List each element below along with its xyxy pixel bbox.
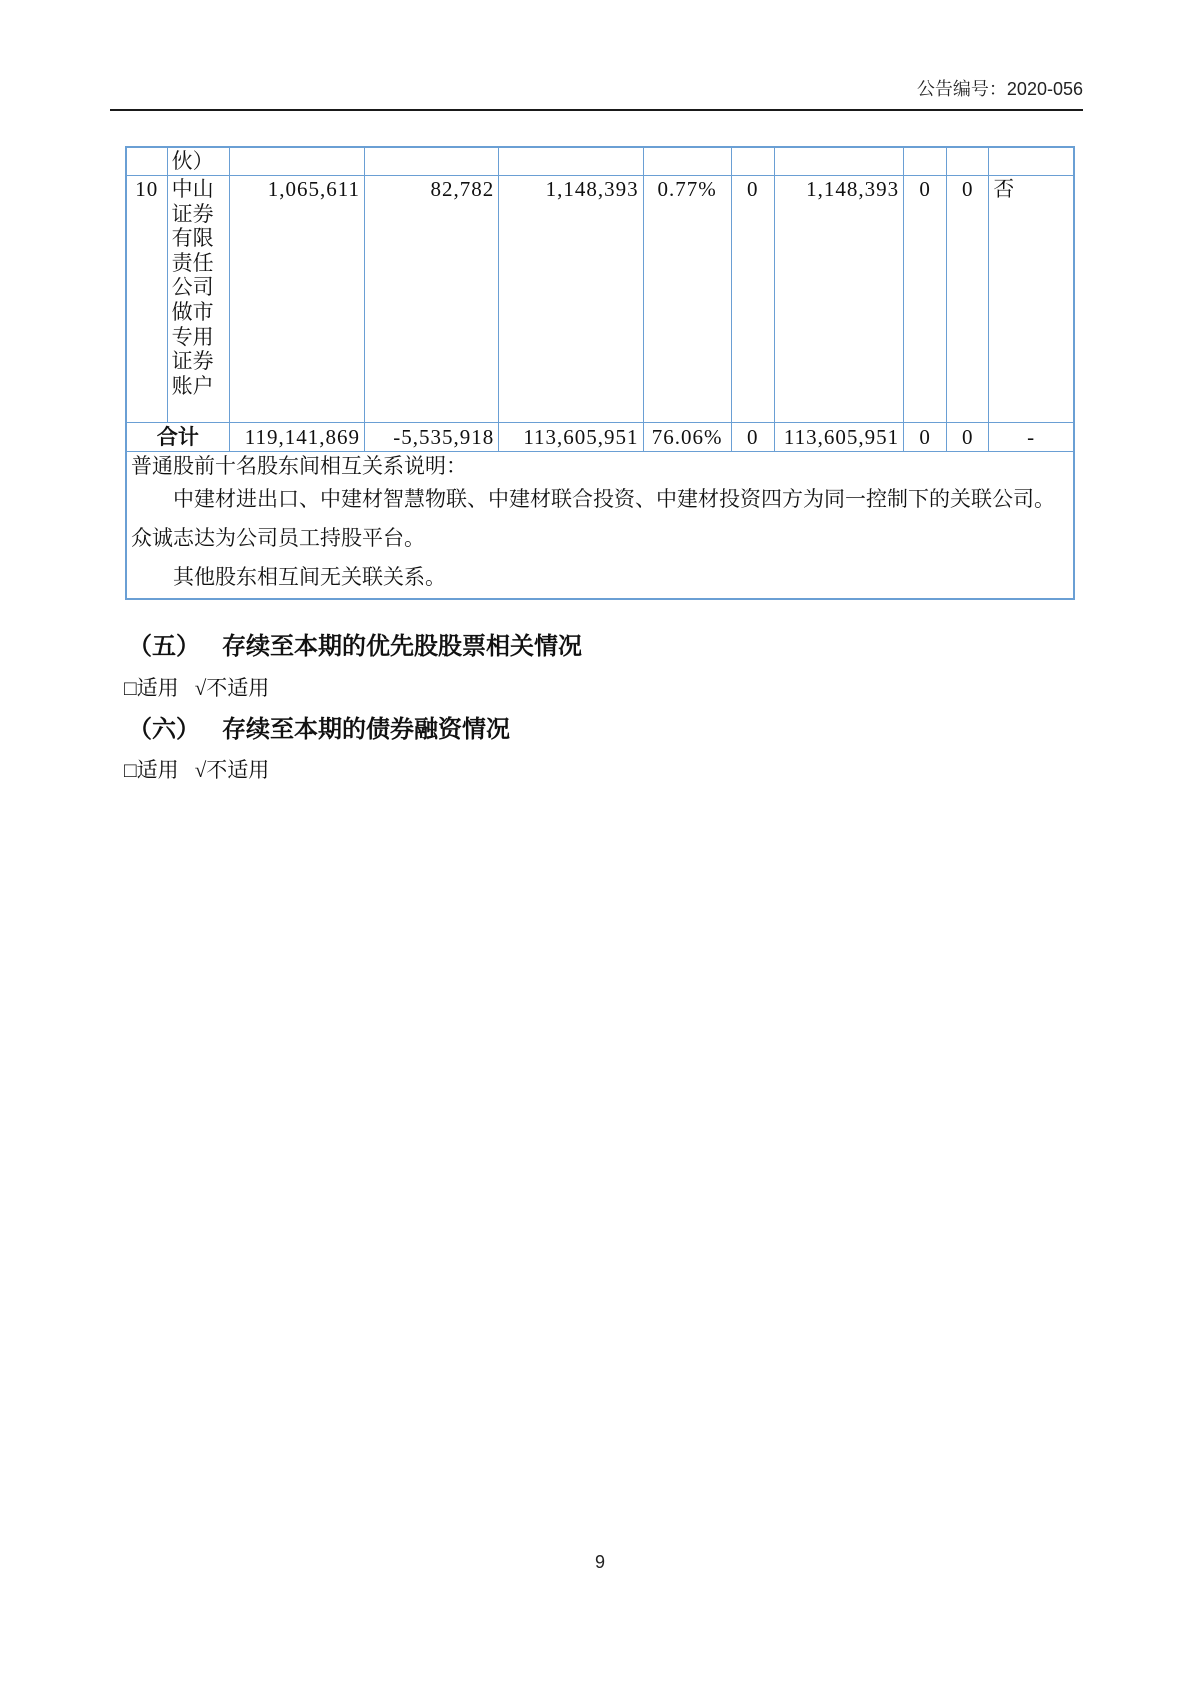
frozen-qty: 0 xyxy=(947,176,989,423)
relationship-note xyxy=(126,452,1074,600)
total-qty-begin: 119,141,869 xyxy=(229,423,364,452)
total-restricted: 0 xyxy=(904,423,947,452)
related-flag: 否 xyxy=(989,176,1074,423)
applicable-checkbox-label: □适用 xyxy=(124,676,179,700)
total-qty-change: -5,535,918 xyxy=(364,423,498,452)
section-5-number: （五） xyxy=(128,634,200,660)
header-divider xyxy=(110,109,1083,111)
page-number: 9 xyxy=(594,1552,605,1572)
not-applicable-checked-label: √不适用 xyxy=(194,758,270,782)
top-shareholders-table xyxy=(125,146,1075,600)
pledged-qty: 0 xyxy=(731,176,774,423)
note-paragraph-2: 其他股东相互间无关联关系。 xyxy=(173,565,446,589)
section-6-number: （六） xyxy=(128,717,200,743)
shareholder-name: 中山证券有限责任公司做市专用证券账户 xyxy=(167,176,229,423)
shareholder-name-fragment: 伙） xyxy=(167,147,229,176)
total-qty-end: 113,605,951 xyxy=(499,423,643,452)
section-5-heading xyxy=(128,626,582,661)
total-frozen: 0 xyxy=(947,423,989,452)
table-row-carryover xyxy=(126,147,1074,176)
table-row-total xyxy=(126,423,1074,452)
row-number: 10 xyxy=(126,176,167,423)
announcement-number: 公告编号：2020-056 xyxy=(916,79,1083,99)
section-6-heading xyxy=(128,709,510,744)
unrestricted-qty: 1,148,393 xyxy=(774,176,903,423)
table-row-shareholder-10 xyxy=(126,176,1074,423)
qty-change: 82,782 xyxy=(364,176,498,423)
cell-empty xyxy=(126,147,167,176)
note-heading: 普通股前十名股东间相互关系说明： xyxy=(131,454,467,478)
total-pledged: 0 xyxy=(731,423,774,452)
total-unrestricted: 113,605,951 xyxy=(774,423,903,452)
qty-end: 1,148,393 xyxy=(499,176,643,423)
qty-begin: 1,065,611 xyxy=(229,176,364,423)
section-6-title: 存续至本期的债券融资情况 xyxy=(222,717,510,743)
pct-holding: 0.77% xyxy=(643,176,731,423)
section-6-applicability xyxy=(124,754,269,784)
table-row-note xyxy=(126,452,1074,600)
not-applicable-checked-label: √不适用 xyxy=(194,676,270,700)
note-paragraph-1: 中建材进出口、中建材智慧物联、中建材联合投资、中建材投资四方为同一控制下的关联公司。众诚志达为公司员工持股平台。 xyxy=(131,487,1055,550)
total-pct: 76.06% xyxy=(643,423,731,452)
total-label: 合计 xyxy=(126,423,229,452)
total-related: - xyxy=(989,423,1074,452)
section-5-applicability xyxy=(124,672,269,702)
restricted-qty: 0 xyxy=(904,176,947,423)
section-5-title: 存续至本期的优先股股票相关情况 xyxy=(222,634,582,660)
applicable-checkbox-label: □适用 xyxy=(124,758,179,782)
